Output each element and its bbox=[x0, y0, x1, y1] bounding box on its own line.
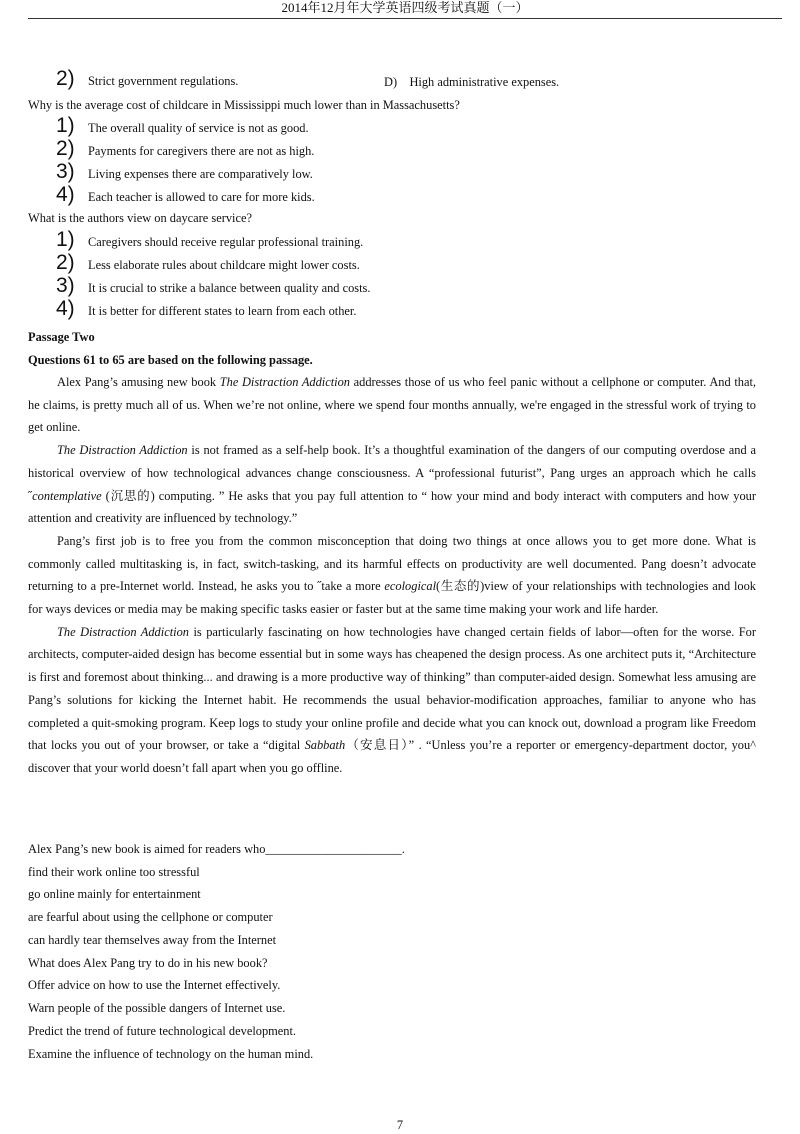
option-label: D) bbox=[384, 75, 398, 89]
option-text: Each teacher is allowed to care for more kids. bbox=[88, 190, 315, 204]
option-text: Caregivers should receive regular professional training. bbox=[88, 235, 364, 249]
answer-option: Predict the trend of future technological development. bbox=[28, 1024, 297, 1038]
question-stem: Alex Pang’s new book is aimed for readers who______________________. bbox=[28, 842, 405, 856]
option-text: High administrative expenses. bbox=[409, 75, 560, 89]
option-number: 4) bbox=[56, 297, 75, 320]
passage-body bbox=[28, 371, 756, 780]
option-text: The overall quality of service is not as good. bbox=[88, 121, 309, 135]
option-text: It is better for different states to learn from each other. bbox=[88, 304, 357, 318]
option-number: 1) bbox=[56, 228, 75, 251]
question-stem: What does Alex Pang try to do in his new book? bbox=[28, 956, 268, 970]
answer-option: are fearful about using the cellphone or computer bbox=[28, 910, 273, 924]
answer-option: can hardly tear themselves away from the Internet bbox=[28, 933, 277, 947]
page-number: 7 bbox=[396, 1118, 404, 1132]
question-stem: Why is the average cost of childcare in Mississippi much lower than in Massachusetts? bbox=[28, 98, 460, 112]
paragraph: The Distraction Addiction is not framed as a self-help book. It’s a thoughtful examination of the dangers of our computing overdose and a historical overview of how technological advances change consciousness. A “professional futurist”, Pang urges an approach which he calls ˝contemplative (沉思的) computing. ” He asks that you pay full attention to “ how your mind and body interact with computers and how your attention and creativity are influenced by technology.” bbox=[28, 443, 756, 526]
option-text: Living expenses there are comparatively low. bbox=[88, 167, 313, 181]
header-title: 2014年12月年大学英语四级考试真题（一） bbox=[281, 0, 529, 15]
option-text: It is crucial to strike a balance between quality and costs. bbox=[88, 281, 371, 295]
option-d bbox=[384, 74, 559, 90]
option-number: 1) bbox=[56, 114, 75, 137]
answer-option: find their work online too stressful bbox=[28, 865, 200, 879]
answer-option: Offer advice on how to use the Internet effectively. bbox=[28, 978, 281, 992]
question-stem: What is the authors view on daycare service? bbox=[28, 211, 252, 225]
book-title: The Distraction Addiction bbox=[57, 624, 189, 639]
option-text: Less elaborate rules about childcare might lower costs. bbox=[88, 258, 360, 272]
option-text: Strict government regulations. bbox=[88, 74, 239, 88]
option-text: Payments for caregivers there are not as high. bbox=[88, 144, 315, 158]
book-title: The Distraction Addiction bbox=[57, 443, 188, 458]
paragraph: Pang’s first job is to free you from the common misconception that doing two things at once allows you to get more done. What is commonly called multitasking is, in fact, switch-tasking, and its harmful effects on productivity are well documented. Pang doesn’t advocate returning to a pre-Internet world. Instead, he asks you to ˝take a more ecological(生态的)view of your relationships with technologies and look for ways devices or media may be making specific tasks easier or faster but at the same time making your work and life harder. bbox=[28, 533, 756, 617]
answer-option: Examine the influence of technology on the human mind. bbox=[28, 1047, 314, 1061]
paragraph: The Distraction Addiction is particularly fascinating on how technologies have changed certain fields of labor—often for the worse. For architects, computer-aided design has become essential but in some ways has cheapened the design process. As one architect puts it, “Architecture is first and foremost about thinking... and drawing is a more productive way of thinking” than computer-aided design. Somewhat less amusing are Pang’s solutions for kicking the Internet habit. He recommends the usual behavior-modification approaches, familiar to anyone who has completed a quit-smoking program. Keep logs to study your online profile and decide what you can knock out, download a program like Freedom that locks you out of your browser, or take a “digital Sabbath（安息日）” . “Unless you’re a reporter or emergency-department doctor, you^ discover that your world doesn’t fall apart when you go offline. bbox=[28, 624, 756, 775]
option-number: 3) bbox=[56, 274, 75, 297]
answer-option: go online mainly for entertainment bbox=[28, 887, 201, 901]
option-number: 3) bbox=[56, 160, 75, 183]
option-number: 2) bbox=[56, 67, 75, 90]
passage-title: Passage Two bbox=[28, 330, 95, 344]
option-number: 2) bbox=[56, 251, 75, 274]
option-number: 4) bbox=[56, 183, 75, 206]
book-title: The Distraction Addiction bbox=[219, 375, 350, 389]
page-header bbox=[28, 0, 782, 19]
answer-option: Warn people of the possible dangers of Internet use. bbox=[28, 1001, 286, 1015]
passage-instruction: Questions 61 to 65 are based on the following passage. bbox=[28, 353, 313, 367]
paragraph: Alex Pang’s amusing new book The Distraction Addiction addresses those of us who feel panic without a cellphone or computer. And that, he claims, is pretty much all of us. When we’re not online, where we spend four months annually, we're engaged in the stressful work of trying to get online. bbox=[28, 375, 757, 435]
option-number: 2) bbox=[56, 137, 75, 160]
